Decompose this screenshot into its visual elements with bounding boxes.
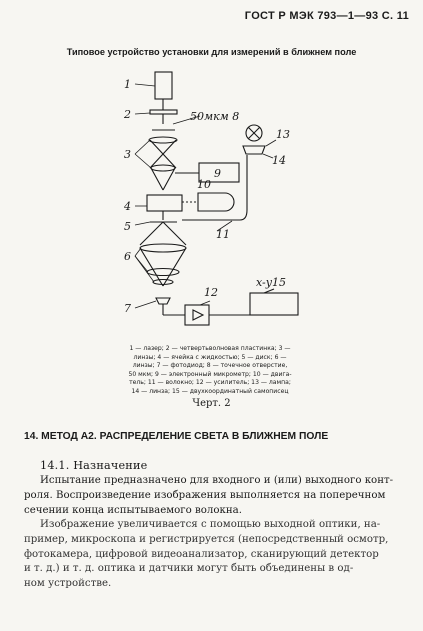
label-2: 2 <box>124 108 131 121</box>
legend-line: 14 — линза; 15 — двухкоординатный самописец <box>131 387 289 395</box>
label-7: 7 <box>124 302 131 315</box>
laser-box <box>155 72 172 99</box>
lens-6c <box>153 280 173 285</box>
text-line: пример, микроскопа и регистрируется (непосредственный осмотр, <box>24 533 389 545</box>
figure-legend <box>105 345 315 397</box>
liquid-cell <box>147 195 182 211</box>
legend-line: линзы; 7 — фотодиод; 8 — точечное отверстие, <box>132 362 288 370</box>
lens-6a <box>140 244 186 252</box>
lens-3a <box>149 137 177 143</box>
text-line: Изображение увеличивается с помощью выходной оптики, на- <box>40 519 381 530</box>
text-line: сечении конца испытываемого волокна. <box>24 504 242 516</box>
label-6: 6 <box>124 250 131 263</box>
label-8: 50мкм 8 <box>190 110 240 123</box>
xy-recorder <box>250 293 298 315</box>
legend-line: тель; 11 — волокно; 12 — усилитель; 13 — лампа; <box>129 379 291 387</box>
lamp-lens <box>243 146 265 154</box>
text-line: фотокамера, цифровой видеоанализатор, сканирующий детектор <box>24 548 379 560</box>
text-line: ном устройстве. <box>24 578 112 590</box>
text-line: и т. д.) и т. д. оптика и датчики могут быть объединены в од- <box>24 563 354 575</box>
label-15: x-y15 <box>256 276 286 289</box>
text-line: Испытание предназначено для входного и (или) выходного конт- <box>40 475 394 486</box>
page-header: ГОСТ Р МЭК 793—1—93 С. 11 <box>244 10 409 22</box>
label-11: 11 <box>216 228 230 241</box>
motor <box>198 193 234 211</box>
figure-number: Черт. 2 <box>192 398 231 409</box>
legend-line: 50 мкм; 9 — электронный микрометр; 10 — двига- <box>128 370 292 378</box>
label-1: 1 <box>124 78 131 91</box>
measurement-setup-diagram <box>0 60 423 340</box>
label-5: 5 <box>124 220 131 233</box>
optical-fiber <box>182 155 247 220</box>
lens-3b <box>151 165 175 171</box>
section-heading: 14. МЕТОД А2. РАСПРЕДЕЛЕНИЕ СВЕТА В БЛИЖНЕМ ПОЛЕ <box>24 431 329 442</box>
label-10: 10 <box>197 178 211 191</box>
label-3: 3 <box>124 148 131 161</box>
subsection-heading: 14.1. Назначение <box>40 459 148 472</box>
legend-line: 1 — лазер; 2 — четвертьволновая пластинка; 3 — <box>129 345 291 352</box>
label-13: 13 <box>276 128 290 141</box>
amplifier <box>185 305 209 325</box>
label-12: 12 <box>204 286 218 299</box>
text-line: роля. Воспроизведение изображения выполняется на поперечном <box>24 489 386 501</box>
photodiode <box>156 298 170 304</box>
label-4: 4 <box>124 200 131 213</box>
quarter-wave-plate <box>150 110 177 114</box>
paragraph-purpose <box>24 474 399 518</box>
label-9: 9 <box>214 167 221 180</box>
legend-line: линзы; 4 — ячейка с жидкостью; 5 — диск; 6 — <box>133 353 287 361</box>
figure-caption: Типовое устройство установки для измерений в ближнем поле <box>66 47 357 57</box>
paragraph-imaging <box>24 518 399 592</box>
lens-6b <box>147 269 179 276</box>
label-14: 14 <box>272 154 286 167</box>
